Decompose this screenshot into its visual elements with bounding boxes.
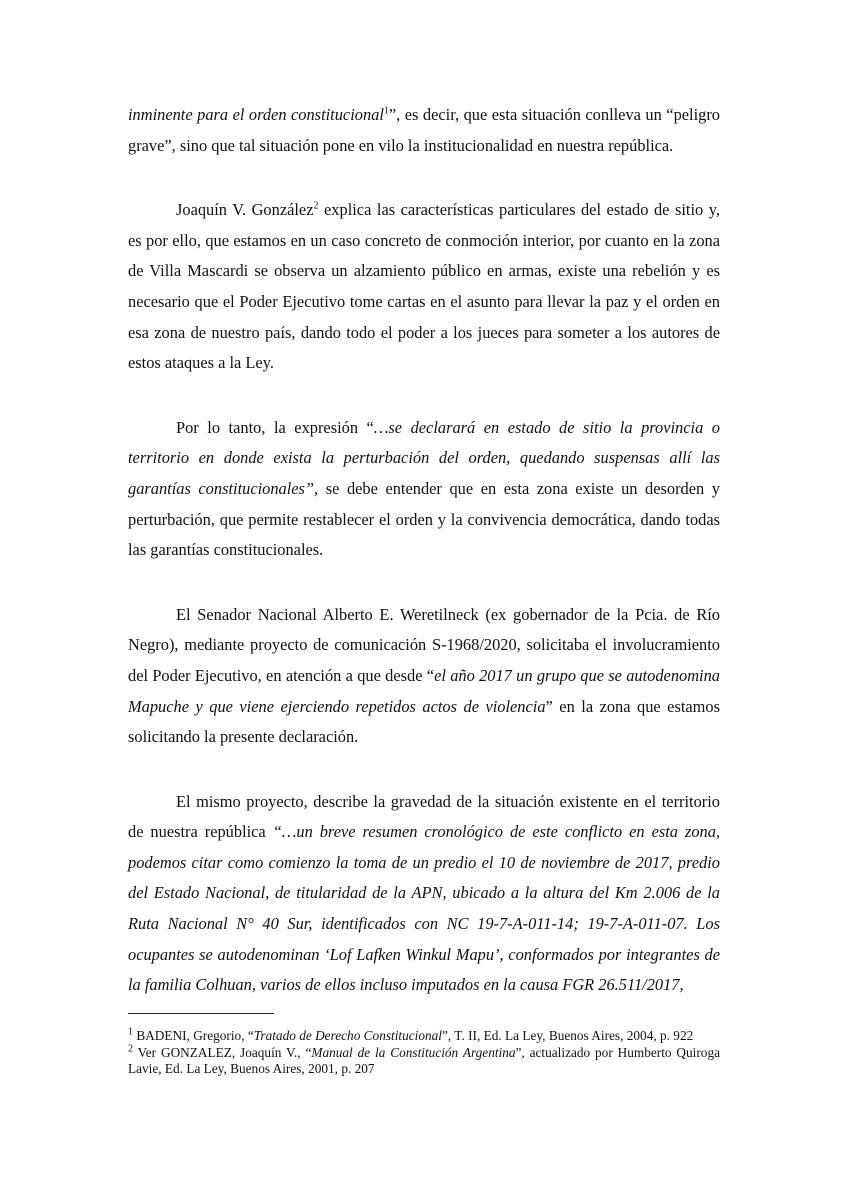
paragraph-1 xyxy=(128,100,720,161)
text-run: ”, es decir, que esta situación conlleva un “peligro grave”, sino que tal situación pone en vilo la institucionalidad en nuestra república. xyxy=(128,105,720,155)
footnote-1 xyxy=(128,1028,720,1044)
paragraph-5 xyxy=(128,787,720,1001)
italic-run: …se declarará en estado de sitio la provincia o territorio en donde exista la perturbación del orden, quedando suspensas allí las garantías constitucionales”, xyxy=(128,417,720,498)
paragraph-2 xyxy=(128,195,720,379)
paragraph-4 xyxy=(128,600,720,753)
paragraph-3 xyxy=(128,413,720,566)
text-run: El mismo proyecto, describe la gravedad de la situación existente en el territorio de nuestra república xyxy=(128,791,720,842)
italic-run: Tratado de Derecho Constitucional xyxy=(253,1028,442,1043)
footnote-marker: 2 xyxy=(128,1043,133,1055)
text-run: ”, actualizado por Humberto Quiroga Lavie, Ed. La Ley, Buenos Aires, 2001, p. 207 xyxy=(128,1045,720,1077)
text-run: se debe entender que en esta zona existe un desorden y perturbación, que permite restablecer el orden y la convivencia democrática, dando todas las garantías constitucionales. xyxy=(128,478,720,560)
text-run: Ver GONZALEZ, Joaquín V., “ xyxy=(133,1045,312,1061)
text-run: ” en la zona que estamos solicitando la presente declaración. xyxy=(128,696,720,747)
italic-run: inminente para el orden constitucional xyxy=(128,105,384,124)
text-run: ”, T. II, Ed. La Ley, Buenos Aires, 2004, p. 922 xyxy=(442,1028,694,1043)
italic-run: Manual de la Constitución Argentina xyxy=(311,1045,516,1061)
text-run: explica las características particulares del estado de sitio y, es por ello, que estamos en un caso concreto de conmoción interior, por cuanto en la zona de Villa Mascardi se observa un alzamiento público en armas, existe una rebelión y es necesario que el Poder Ejecutivo tome cartas en el asunto para llevar la paz y el orden en esa zona de nuestro país, dando todo el poder a los jueces para someter a los autores de estos ataques a la Ley. xyxy=(128,200,720,373)
text-run: Joaquín V. González xyxy=(176,200,314,220)
text-run: Por lo tanto, la expresión “ xyxy=(176,417,374,437)
text-run: El Senador Nacional Alberto E. Weretilneck (ex gobernador de la Pcia. de Río Negro), mediante proyecto de comunicación S-1968/2020, solicitaba el involucramiento del Poder Ejecutivo, en atención a que desde “ xyxy=(128,604,720,685)
footnotes xyxy=(128,1028,720,1078)
footnote-separator xyxy=(128,1013,274,1014)
footnote-2 xyxy=(128,1045,720,1077)
body-text xyxy=(128,100,720,1001)
italic-run: el año 2017 un grupo que se autodenomina Mapuche y que viene ejerciendo repetidos actos de violencia xyxy=(128,665,721,716)
text-run: BADENI, Gregorio, “ xyxy=(133,1028,254,1043)
footnote-marker: 2 xyxy=(313,200,319,212)
italic-run: “…un breve resumen cronológico de este conflicto en esta zona, podemos citar como comienzo la toma de un predio el 10 de noviembre de 2017, predio del Estado Nacional, de titularidad de la APN, ubicado a la altura del Km 2.006 de la Ruta Nacional N° 40 Sur, identificados con NC 19-7-A-011-14; 19-7-A-011-07. Los ocupantes se autodenominan ‘Lof Lafken Winkul Mapu’, conformados por integrantes de la familia Colhuan, varios de ellos incluso imputados en la causa FGR 26.511/2017, xyxy=(128,822,721,995)
footnote-marker: 1 xyxy=(128,1026,133,1038)
footnote-marker: 1 xyxy=(383,105,389,117)
